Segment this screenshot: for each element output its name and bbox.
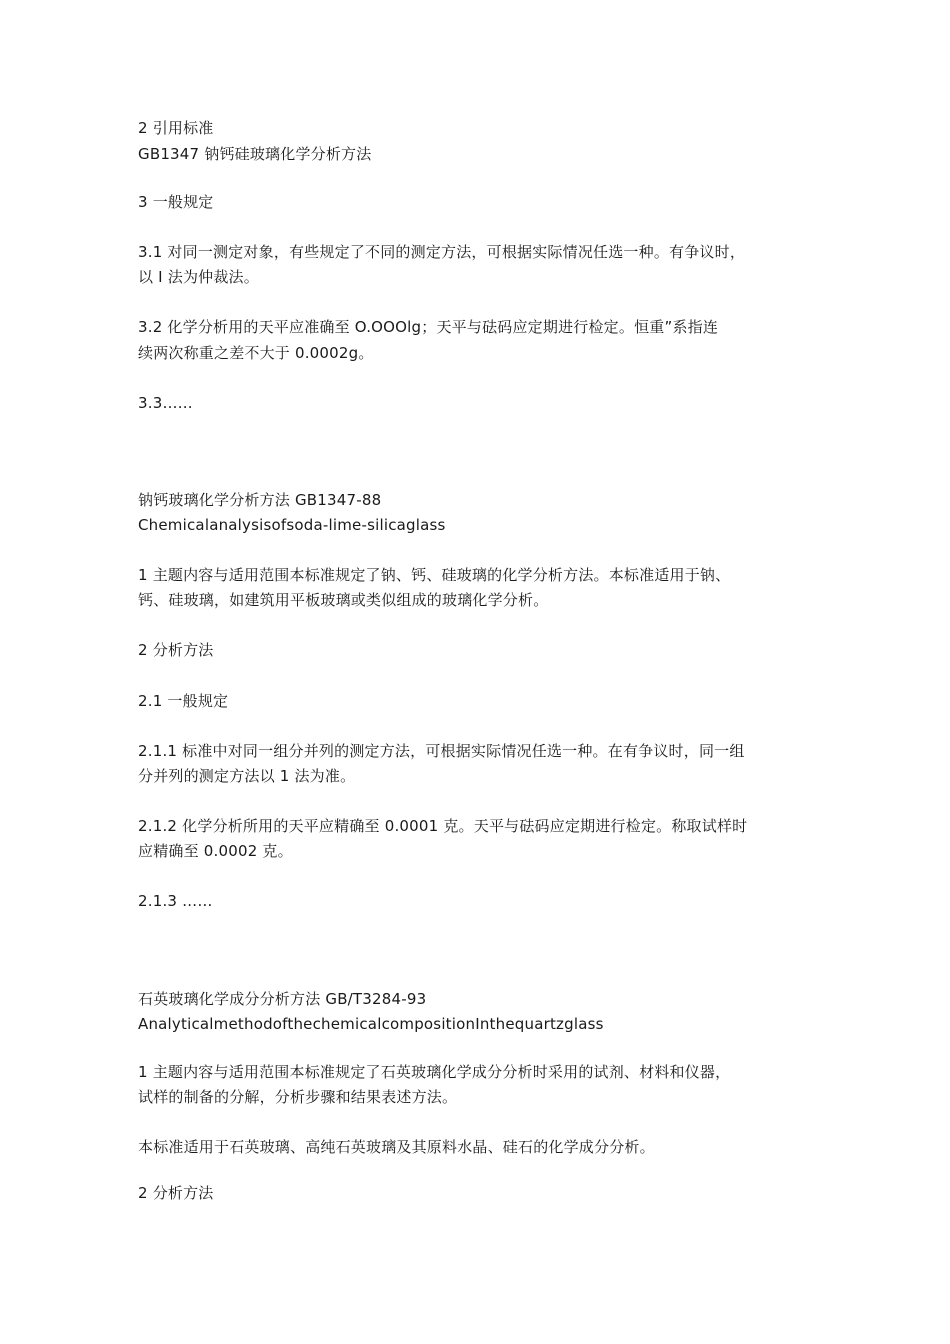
section-heading: 2 分析方法: [138, 1184, 214, 1202]
standard-english-title: Chemicalanalysisofsoda-lime-silicaglass: [138, 516, 446, 534]
paragraph-line: 以 I 法为仲裁法。: [138, 268, 259, 286]
section-heading: 3 一般规定: [138, 193, 214, 211]
standard-title: 石英玻璃化学成分分析方法 GB/T3284-93: [138, 990, 427, 1008]
paragraph-line: 分并列的测定方法以 1 法为准。: [138, 767, 356, 785]
paragraph-line: 1 主题内容与适用范围本标准规定了钠、钙、硅玻璃的化学分析方法。本标准适用于钠、: [138, 566, 731, 584]
standard-title: 钠钙玻璃化学分析方法 GB1347-88: [138, 491, 382, 509]
paragraph-line: 2.1.1 标准中对同一组分并列的测定方法，可根据实际情况任选一种。在有争议时，同一组: [138, 742, 745, 760]
section-heading: 2 分析方法: [138, 641, 214, 659]
paragraph-line: 2.1.2 化学分析所用的天平应精确至 0.0001 克。天平与砝码应定期进行检定。称取试样时: [138, 817, 748, 835]
paragraph-line: 3.2 化学分析用的天平应准确至 O.OOOlg；天平与砝码应定期进行检定。恒重”系指连: [138, 318, 719, 336]
paragraph-line: 应精确至 0.0002 克。: [138, 842, 293, 860]
paragraph-line: 3.3……: [138, 394, 193, 412]
paragraph-line: 续两次称重之差不大于 0.0002g。: [138, 344, 374, 362]
standard-english-title: AnalyticalmethodofthechemicalcompositionInthequartzglass: [138, 1015, 604, 1033]
paragraph-line: 钙、硅玻璃，如建筑用平板玻璃或类似组成的玻璃化学分析。: [138, 591, 549, 609]
section-heading: 2.1 一般规定: [138, 692, 229, 710]
paragraph-line: 3.1 对同一测定对象，有些规定了不同的测定方法，可根据实际情况任选一种。有争议时，: [138, 243, 746, 261]
section-heading: 2 引用标准: [138, 119, 214, 137]
paragraph-line: 1 主题内容与适用范围本标准规定了石英玻璃化学成分分析时采用的试剂、材料和仪器，: [138, 1063, 731, 1081]
paragraph-line: 2.1.3 ……: [138, 892, 213, 910]
paragraph-line: 本标准适用于石英玻璃、高纯石英玻璃及其原料水晶、硅石的化学成分分析。: [138, 1138, 655, 1156]
paragraph-line: GB1347 钠钙硅玻璃化学分析方法: [138, 145, 372, 163]
paragraph-line: 试样的制备的分解，分析步骤和结果表述方法。: [138, 1088, 458, 1106]
